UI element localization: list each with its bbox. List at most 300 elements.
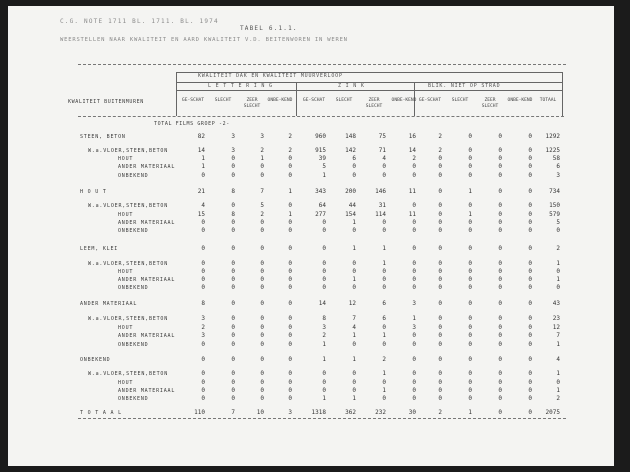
- table-cell: 0: [231, 395, 235, 402]
- row-label: ANDER MATERIAAL: [118, 164, 176, 170]
- table-cell: 0: [412, 245, 416, 252]
- row-label: W.a.VLOER,STEEN,BETON: [88, 148, 169, 154]
- table-cell: 0: [288, 387, 292, 394]
- table-cell: 3: [231, 133, 235, 140]
- table-cell: 1: [260, 155, 264, 162]
- table-cell: 0: [468, 379, 472, 386]
- table-cell: 0: [260, 268, 264, 275]
- table-cell: 2: [556, 395, 560, 402]
- table-cell: 0: [260, 324, 264, 331]
- table-cell: 0: [438, 341, 442, 348]
- table-cell: 0: [352, 341, 356, 348]
- table-cell: 0: [322, 379, 326, 386]
- table-cell: 2: [556, 245, 560, 252]
- table-cell: 0: [201, 227, 205, 234]
- table-cell: 1: [322, 395, 326, 402]
- table-cell: 0: [201, 268, 205, 275]
- table-cell: 0: [438, 219, 442, 226]
- table-cell: 3: [412, 324, 416, 331]
- table-cell: 148: [345, 133, 356, 140]
- table-cell: 1318: [311, 409, 326, 416]
- table-cell: 58: [552, 155, 560, 162]
- table-cell: 0: [438, 324, 442, 331]
- group-label-sub2: Z I N K: [338, 83, 365, 89]
- table-cell: 734: [549, 188, 560, 195]
- table-cell: 12: [552, 324, 560, 331]
- table-cell: 0: [468, 202, 472, 209]
- table-cell: 82: [197, 133, 205, 140]
- table-cell: 0: [231, 370, 235, 377]
- table-cell: 0: [498, 147, 502, 154]
- table-cell: 0: [498, 245, 502, 252]
- table-cell: 0: [468, 315, 472, 322]
- table-cell: 0: [412, 276, 416, 283]
- table-cell: 2: [382, 356, 386, 363]
- row-label: HOUT: [118, 212, 134, 218]
- table-cell: 0: [412, 387, 416, 394]
- table-cell: 0: [288, 395, 292, 402]
- table-cell: 0: [201, 219, 205, 226]
- table-cell: 0: [231, 245, 235, 252]
- row-label: ANDER MATERIAAL: [118, 277, 176, 283]
- table-cell: 0: [468, 155, 472, 162]
- table-cell: 0: [438, 332, 442, 339]
- row-label: ANDER MATERIAAL: [118, 220, 176, 226]
- table-cell: 0: [231, 172, 235, 179]
- table-cell: 1: [352, 219, 356, 226]
- table-cell: 0: [352, 284, 356, 291]
- column-header: SLECHT: [214, 98, 232, 103]
- table-cell: 0: [528, 211, 532, 218]
- row-label: HOUT: [118, 325, 134, 331]
- table-cell: 0: [438, 370, 442, 377]
- table-cell: 0: [231, 356, 235, 363]
- table-cell: 0: [498, 341, 502, 348]
- table-cell: 12: [348, 300, 356, 307]
- table-cell: 0: [288, 332, 292, 339]
- table-cell: 0: [352, 379, 356, 386]
- column-header: ONBE-KEND: [391, 98, 417, 103]
- table-cell: 4: [556, 356, 560, 363]
- table-cell: 0: [438, 172, 442, 179]
- table-cell: 0: [288, 341, 292, 348]
- table-cell: 0: [528, 219, 532, 226]
- table-cell: 0: [322, 387, 326, 394]
- table-cell: 1: [468, 188, 472, 195]
- table-cell: 0: [468, 133, 472, 140]
- table-cell: 0: [468, 395, 472, 402]
- table-cell: 1225: [545, 147, 560, 154]
- table-cell: 0: [438, 188, 442, 195]
- table-cell: 0: [260, 219, 264, 226]
- table-cell: 0: [498, 219, 502, 226]
- table-cell: 0: [201, 341, 205, 348]
- table-cell: 0: [528, 268, 532, 275]
- group-label-sub3: BLIK. NIET OP STRAD: [428, 83, 501, 89]
- table-cell: 0: [352, 227, 356, 234]
- table-cell: 0: [528, 163, 532, 170]
- table-cell: 0: [382, 219, 386, 226]
- column-header: SLECHT: [335, 98, 353, 103]
- table-cell: 0: [498, 260, 502, 267]
- table-cell: 0: [528, 202, 532, 209]
- row-label: HOUT: [118, 156, 134, 162]
- table-cell: 0: [468, 284, 472, 291]
- table-cell: 3: [231, 147, 235, 154]
- table-cell: 0: [260, 227, 264, 234]
- row-label: W.a.VLOER,STEEN,BETON: [88, 371, 169, 377]
- table-cell: 0: [382, 395, 386, 402]
- table-cell: 3: [412, 300, 416, 307]
- table-cell: 7: [260, 188, 264, 195]
- table-cell: 0: [498, 370, 502, 377]
- row-label: ONBEKEND: [118, 285, 149, 291]
- table-cell: 1292: [545, 133, 560, 140]
- table-cell: 0: [382, 163, 386, 170]
- table-cell: 0: [201, 284, 205, 291]
- table-cell: 14: [318, 300, 326, 307]
- column-header: ONBE-KEND: [507, 98, 533, 103]
- table-cell: 0: [288, 284, 292, 291]
- table-cell: 16: [408, 133, 416, 140]
- table-cell: 0: [352, 268, 356, 275]
- table-cell: 0: [288, 324, 292, 331]
- table-cell: 0: [528, 245, 532, 252]
- table-cell: 0: [498, 133, 502, 140]
- table-cell: 0: [352, 172, 356, 179]
- table-cell: 0: [288, 245, 292, 252]
- table-cell: 0: [412, 172, 416, 179]
- table-cell: 0: [438, 163, 442, 170]
- table-cell: 0: [438, 260, 442, 267]
- table-cell: 1: [322, 172, 326, 179]
- column-header: GE-SCHAT: [302, 98, 326, 103]
- table-cell: 0: [231, 163, 235, 170]
- table-cell: 1: [288, 188, 292, 195]
- table-cell: 0: [528, 133, 532, 140]
- table-cell: 0: [468, 163, 472, 170]
- table-cell: 0: [231, 260, 235, 267]
- table-cell: 7: [556, 332, 560, 339]
- table-cell: 0: [352, 260, 356, 267]
- group-line-sub2: [176, 90, 562, 91]
- group-label-sub1: L E T T E R I N G: [208, 83, 273, 89]
- table-cell: 7: [231, 409, 235, 416]
- table-cell: 0: [468, 332, 472, 339]
- table-cell: 0: [201, 387, 205, 394]
- table-cell: 1: [201, 163, 205, 170]
- table-cell: 0: [528, 356, 532, 363]
- table-cell: 0: [556, 284, 560, 291]
- header-divider-right: [562, 72, 563, 116]
- table-cell: 1: [352, 332, 356, 339]
- table-cell: 0: [438, 276, 442, 283]
- table-cell: 0: [468, 387, 472, 394]
- table-cell: 154: [345, 211, 356, 218]
- table-cell: 0: [352, 387, 356, 394]
- table-cell: 142: [345, 147, 356, 154]
- table-cell: 0: [260, 172, 264, 179]
- table-cell: 0: [528, 324, 532, 331]
- table-cell: 11: [408, 188, 416, 195]
- table-cell: 2: [438, 133, 442, 140]
- table-cell: 4: [382, 155, 386, 162]
- table-cell: 0: [528, 395, 532, 402]
- table-cell: 0: [498, 315, 502, 322]
- table-cell: 0: [498, 268, 502, 275]
- table-cell: 4: [201, 202, 205, 209]
- table-cell: 0: [528, 300, 532, 307]
- table-cell: 3: [322, 324, 326, 331]
- table-cell: 0: [498, 188, 502, 195]
- table-cell: 8: [201, 300, 205, 307]
- row-label: W.a.VLOER,STEEN,BETON: [88, 203, 169, 209]
- table-cell: 0: [260, 379, 264, 386]
- table-cell: 0: [288, 300, 292, 307]
- table-cell: 0: [498, 211, 502, 218]
- table-cell: 0: [438, 155, 442, 162]
- table-cell: 1: [556, 260, 560, 267]
- table-cell: 0: [382, 341, 386, 348]
- table-cell: 0: [412, 260, 416, 267]
- table-cell: 0: [468, 245, 472, 252]
- table-cell: 0: [231, 324, 235, 331]
- table-cell: 362: [345, 409, 356, 416]
- table-cell: 1: [412, 315, 416, 322]
- table-cell: 0: [288, 260, 292, 267]
- table-cell: 0: [382, 276, 386, 283]
- table-cell: 0: [322, 227, 326, 234]
- table-cell: 0: [468, 260, 472, 267]
- table-cell: 0: [288, 268, 292, 275]
- table-cell: 0: [556, 379, 560, 386]
- table-cell: 11: [408, 211, 416, 218]
- table-cell: 0: [260, 356, 264, 363]
- table-cell: 0: [498, 300, 502, 307]
- table-cell: 0: [438, 395, 442, 402]
- row-label: ANDER MATERIAAL: [118, 333, 176, 339]
- table-cell: 1: [382, 260, 386, 267]
- table-cell: 0: [260, 300, 264, 307]
- table-cell: 1: [556, 387, 560, 394]
- table-cell: 0: [528, 284, 532, 291]
- table-cell: 0: [352, 163, 356, 170]
- table-cell: 0: [412, 219, 416, 226]
- row-label: H O U T: [80, 189, 107, 195]
- table-cell: 1: [468, 211, 472, 218]
- table-cell: 2: [438, 409, 442, 416]
- table-cell: 0: [322, 260, 326, 267]
- table-cell: 200: [345, 188, 356, 195]
- table-cell: 0: [468, 276, 472, 283]
- table-cell: 0: [231, 202, 235, 209]
- table-cell: 0: [412, 284, 416, 291]
- table-cell: 8: [231, 188, 235, 195]
- column-header: GE-SCHAT: [181, 98, 205, 103]
- table-cell: 0: [231, 315, 235, 322]
- column-header: GE-SCHAT: [418, 98, 442, 103]
- table-cell: 3: [288, 409, 292, 416]
- table-cell: 0: [382, 284, 386, 291]
- table-cell: 0: [498, 409, 502, 416]
- row-header: KWALITEIT BUITENMUREN: [68, 99, 144, 105]
- table-cell: 960: [315, 133, 326, 140]
- table-cell: 0: [260, 395, 264, 402]
- table-cell: 0: [528, 370, 532, 377]
- table-cell: 0: [260, 163, 264, 170]
- table-cell: 1: [201, 155, 205, 162]
- table-cell: 1: [352, 245, 356, 252]
- table-cell: 0: [231, 387, 235, 394]
- table-cell: 0: [498, 284, 502, 291]
- table-cell: 0: [322, 219, 326, 226]
- table-cell: 0: [322, 284, 326, 291]
- table-cell: 0: [528, 147, 532, 154]
- table-cell: 0: [231, 227, 235, 234]
- row-label: HOUT: [118, 269, 134, 275]
- table-cell: 0: [528, 379, 532, 386]
- row-label: W.a.VLOER,STEEN,BETON: [88, 261, 169, 267]
- table-cell: 0: [352, 370, 356, 377]
- table-cell: 7: [352, 315, 356, 322]
- table-cell: 0: [412, 268, 416, 275]
- table-cell: 0: [528, 155, 532, 162]
- table-cell: 0: [438, 245, 442, 252]
- row-label: STEEN, BETON: [80, 134, 126, 140]
- table-cell: 0: [288, 356, 292, 363]
- table-cell: 0: [231, 341, 235, 348]
- table-cell: 2: [322, 332, 326, 339]
- document-page: [8, 6, 614, 466]
- table-cell: 0: [438, 202, 442, 209]
- table-cell: 0: [412, 379, 416, 386]
- table-cell: 0: [231, 219, 235, 226]
- table-cell: 1: [322, 356, 326, 363]
- table-cell: 1: [556, 341, 560, 348]
- table-cell: 0: [260, 276, 264, 283]
- table-cell: 0: [528, 341, 532, 348]
- row-label: ONBEKEND: [80, 357, 111, 363]
- table-cell: 1: [322, 341, 326, 348]
- table-cell: 0: [498, 324, 502, 331]
- table-subtitle: TOTAL FILMS GROEP -2-: [154, 121, 230, 127]
- table-cell: 1: [382, 332, 386, 339]
- table-cell: 6: [382, 315, 386, 322]
- table-cell: 0: [438, 387, 442, 394]
- top-rule: [78, 64, 566, 65]
- table-cell: 0: [260, 260, 264, 267]
- table-cell: 0: [412, 395, 416, 402]
- table-cell: 2: [438, 147, 442, 154]
- table-cell: 0: [438, 227, 442, 234]
- table-cell: 0: [412, 356, 416, 363]
- table-cell: 150: [549, 202, 560, 209]
- header-line-2: WEERSTELLEN NAAR KWALITEIT EN AARD KWALITEIT V.D. BEITENWOREN IN WEREN: [60, 37, 348, 43]
- table-cell: 0: [201, 379, 205, 386]
- table-cell: 0: [382, 268, 386, 275]
- table-cell: 0: [556, 268, 560, 275]
- table-cell: 1: [382, 245, 386, 252]
- table-cell: 0: [412, 227, 416, 234]
- table-cell: 23: [552, 315, 560, 322]
- table-cell: 0: [288, 202, 292, 209]
- table-cell: 2: [260, 147, 264, 154]
- table-cell: 0: [288, 155, 292, 162]
- bottom-rule: [78, 418, 566, 419]
- table-cell: 0: [528, 227, 532, 234]
- table-cell: 21: [197, 188, 205, 195]
- table-cell: 5: [260, 202, 264, 209]
- header-divider-a: [296, 82, 297, 116]
- table-cell: 8: [322, 315, 326, 322]
- table-cell: 39: [318, 155, 326, 162]
- table-cell: 1: [352, 276, 356, 283]
- table-cell: 6: [556, 163, 560, 170]
- table-cell: 0: [231, 276, 235, 283]
- table-cell: 0: [556, 227, 560, 234]
- table-cell: 30: [408, 409, 416, 416]
- table-cell: 1: [382, 387, 386, 394]
- table-cell: 0: [201, 395, 205, 402]
- table-cell: 1: [352, 356, 356, 363]
- table-cell: 0: [438, 211, 442, 218]
- table-cell: 14: [408, 147, 416, 154]
- table-cell: 0: [438, 268, 442, 275]
- row-label: ANDER MATERIAAL: [80, 301, 138, 307]
- table-cell: 1: [556, 370, 560, 377]
- table-cell: 0: [260, 341, 264, 348]
- table-cell: 2: [288, 133, 292, 140]
- table-cell: 75: [378, 133, 386, 140]
- row-label: T O T A A L: [80, 410, 122, 416]
- table-cell: 0: [528, 260, 532, 267]
- table-cell: 0: [288, 163, 292, 170]
- table-cell: 6: [382, 300, 386, 307]
- table-cell: 0: [468, 341, 472, 348]
- table-cell: 0: [498, 379, 502, 386]
- table-cell: 0: [322, 370, 326, 377]
- table-cell: 2075: [545, 409, 560, 416]
- table-cell: 3: [556, 172, 560, 179]
- row-label: ONBEKEND: [118, 342, 149, 348]
- table-cell: 0: [498, 172, 502, 179]
- table-cell: 0: [528, 409, 532, 416]
- table-cell: 0: [260, 370, 264, 377]
- table-cell: 0: [528, 387, 532, 394]
- table-cell: 277: [315, 211, 326, 218]
- table-cell: 44: [348, 202, 356, 209]
- table-cell: 0: [382, 324, 386, 331]
- table-cell: 0: [260, 387, 264, 394]
- table-cell: 915: [315, 147, 326, 154]
- table-cell: 0: [382, 172, 386, 179]
- table-cell: 1: [352, 395, 356, 402]
- column-header: ZEER SLECHT: [365, 98, 383, 109]
- table-cell: 5: [556, 219, 560, 226]
- table-cell: 0: [468, 172, 472, 179]
- table-cell: 0: [528, 276, 532, 283]
- table-cell: 0: [260, 332, 264, 339]
- table-cell: 0: [288, 315, 292, 322]
- table-cell: 2: [288, 147, 292, 154]
- table-cell: 0: [288, 276, 292, 283]
- table-cell: 0: [468, 219, 472, 226]
- table-cell: 1: [556, 276, 560, 283]
- table-cell: 0: [231, 268, 235, 275]
- table-cell: 0: [288, 172, 292, 179]
- table-cell: 1: [468, 409, 472, 416]
- table-cell: 0: [231, 332, 235, 339]
